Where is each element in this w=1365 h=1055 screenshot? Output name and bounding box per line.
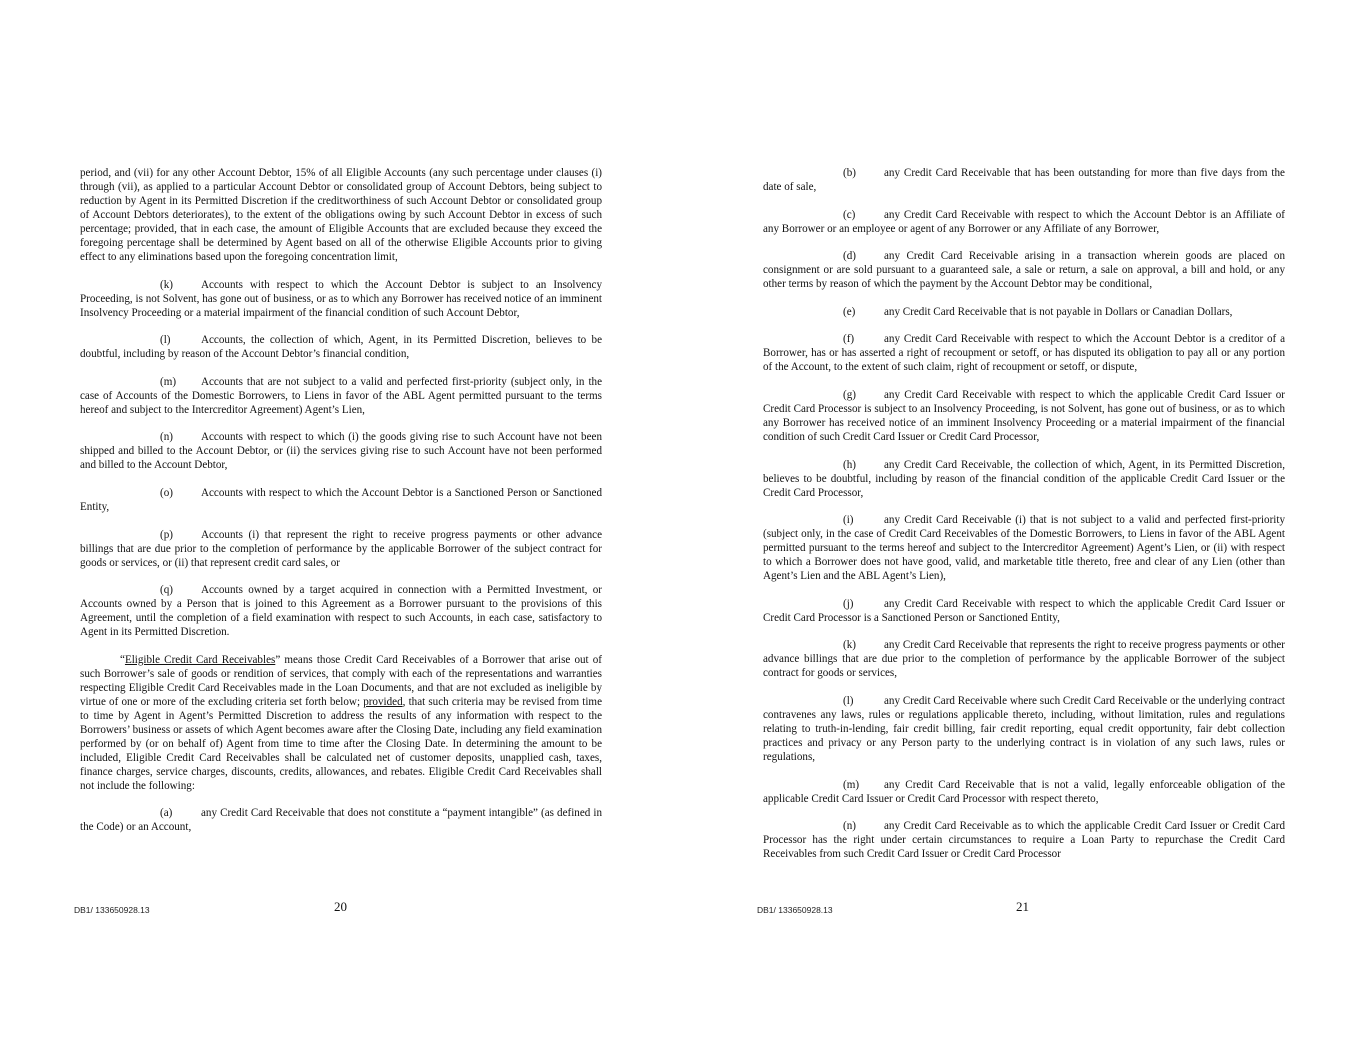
clause-label: (e) — [843, 305, 856, 318]
clause-j — [763, 597, 1285, 625]
clause-text: any Credit Card Receivable, the collection of which, Agent, in its Permitted Discretion, believes to be doubtful, including by reason of the financial condition of the applicable Credit Card Issuer or the Credit Card Processor, — [763, 458, 1285, 499]
clause-label: (i) — [843, 514, 854, 527]
clause-label: (n) — [160, 431, 173, 444]
clause-text: any Credit Card Receivable that has been outstanding for more than five days from the date of sale, — [763, 167, 1285, 193]
clause-label: (a) — [160, 807, 173, 820]
clause-m — [80, 375, 602, 417]
clause-label: (l) — [843, 694, 854, 707]
provided-term: provided — [363, 695, 403, 708]
document-id: DB1/ 133650928.13 — [757, 905, 833, 915]
clause-text: any Credit Card Receivable with respect to which the applicable Credit Card Issuer or Credit Card Processor is subject to an Insolvency Proceeding, is not Solvent, has gone out of business, or as to which any Borrower has received notice of an imminent Insolvency Proceeding or a material impairment of the financial condition of such Credit Card Issuer or Credit Card Processor, — [763, 388, 1285, 443]
clause-text: Accounts (i) that represent the right to receive progress payments or other advance billings that are due prior to the completion of performance by the applicable Borrower of the subject contract for goods or services, or (ii) that represent credit card sales, or — [80, 528, 602, 569]
page-number: 20 — [334, 899, 347, 914]
clause-label: (h) — [843, 458, 856, 471]
page-20 — [0, 0, 682, 1055]
clause-l — [80, 333, 602, 361]
clause-label: (l) — [160, 334, 171, 347]
clause-i — [763, 513, 1285, 583]
page-21-body — [763, 166, 1285, 875]
clause-l — [763, 694, 1285, 764]
clause-text: Accounts owned by a target acquired in connection with a Permitted Investment, or Accounts owned by a Person that is joined to this Agreement as a Borrower pursuant to the provisions of this Agreement, until the completion of a field examination with respect to such Accounts, in each case, satisfactory to Agent in its Permitted Discretion. — [80, 584, 602, 639]
clause-n — [763, 819, 1285, 861]
clause-p — [80, 528, 602, 570]
clause-b — [763, 166, 1285, 194]
clause-label: (k) — [160, 278, 173, 291]
clause-label: (g) — [843, 388, 856, 401]
page-20-body — [80, 166, 602, 848]
clause-e — [763, 305, 1285, 319]
clause-label: (q) — [160, 584, 173, 597]
clause-text: any Credit Card Receivable as to which the applicable Credit Card Issuer or Credit Card Processor has the right under certain circumstances to require a Loan Party to repurchase the Credit Card Receivables from such Credit Card Issuer or Credit Card Processor — [763, 820, 1285, 861]
clause-text: any Credit Card Receivable with respect to which the applicable Credit Card Issuer or Credit Card Processor is a Sanctioned Person or Sanctioned Entity, — [763, 597, 1285, 624]
page-21 — [683, 0, 1365, 1055]
clause-text: Accounts that are not subject to a valid and perfected first-priority (subject only, in the case of Accounts of the Domestic Borrowers, to Liens in favor of the ABL Agent permitted pursuant to the terms hereof and subject to the Intercreditor Agreement) Agent’s Lien, — [80, 375, 602, 416]
clause-text: any Credit Card Receivable (i) that is not subject to a valid and perfected first-priority (subject only, in the case of Credit Card Receivables of the Domestic Borrowers, to Liens in favor of the ABL Agent permitted pursuant to the terms hereof and subject to the Intercreditor Agreement) Agent’s Lien, or (ii) with respect to which a Borrower does not have good, valid, and marketable title thereto, free and clear of any Lien (other than Agent’s Lien and the ABL Agent’s Lien), — [763, 514, 1285, 583]
clause-text: Accounts, the collection of which, Agent, in its Permitted Discretion, believes to be doubtful, including by reason of the Account Debtor’s financial condition, — [80, 334, 602, 361]
clause-label: (m) — [160, 375, 177, 388]
clause-label: (p) — [160, 528, 173, 541]
clause-text: any Credit Card Receivable that is not a valid, legally enforceable obligation of the applicable Credit Card Issuer or Credit Card Processor with respect thereto, — [763, 778, 1285, 805]
clause-c — [763, 208, 1285, 236]
clause-label: (d) — [843, 250, 856, 263]
clause-g — [763, 388, 1285, 444]
clause-label: (b) — [843, 167, 856, 179]
clause-label: (n) — [843, 820, 856, 833]
clause-label: (j) — [843, 597, 854, 610]
clause-label: (k) — [843, 639, 856, 652]
clause-label: (m) — [843, 778, 860, 791]
clause-a — [80, 806, 602, 834]
clause-text: any Credit Card Receivable that represents the right to receive progress payments or other advance billings that are due prior to the completion of performance by the applicable Borrower of the subject contract for goods or services, — [763, 639, 1285, 680]
clause-text: any Credit Card Receivable where such Credit Card Receivable or the underlying contract contravenes any laws, rules or regulations applicable thereto, including, without limitation, rules and regulations relating to truth-in-lending, fair credit billing, fair credit reporting, equal credit opportunity, fair debt collection practices and privacy or any Person party to the underlying contract is in violation of any such laws, rules or regulations, — [763, 694, 1285, 763]
paragraph-continuation: period, and (vii) for any other Account Debtor, 15% of all Eligible Accounts (any such percentage under clauses (i) through (vii), as applied to a particular Account Debtor or consolidated group of Account Debtors, being subject to reduction by Agent in its Permitted Discretion if the creditworthiness of such Account Debtor or consolidated group of Account Debtors deteriorates), to the extent of the obligations owing by such Account Debtor in excess of such percentage; provided, that in each case, the amount of Eligible Accounts that are excluded because they exceed the foregoing percentage shall be determined by Agent based on all of the otherwise Eligible Accounts prior to giving effect to any eliminations based upon the foregoing concentration limit, — [80, 167, 602, 263]
clause-k — [763, 638, 1285, 680]
clause-o — [80, 486, 602, 514]
clause-m — [763, 778, 1285, 806]
clause-text: any Credit Card Receivable arising in a transaction wherein goods are placed on consignment or are sold pursuant to a guaranteed sale, a sale or return, a sale on approval, a bill and hold, or any other terms by reason of which the payment by the Account Debtor may be conditional, — [763, 250, 1285, 291]
clause-text: any Credit Card Receivable that does not constitute a “payment intangible” (as defined in the Code) or an Account, — [80, 807, 602, 834]
clause-h — [763, 458, 1285, 500]
clause-label: (c) — [843, 208, 856, 221]
clause-text: Accounts with respect to which the Account Debtor is a Sanctioned Person or Sanctioned Entity, — [80, 486, 602, 513]
clause-q — [80, 583, 602, 639]
clause-text: Accounts with respect to which (i) the goods giving rise to such Account have not been shipped and billed to the Account Debtor, or (ii) the services giving rise to such Account have not been performed and billed to the Account Debtor, — [80, 431, 602, 472]
clause-d — [763, 249, 1285, 291]
clause-k — [80, 278, 602, 320]
defined-term: Eligible Credit Card Receivables — [124, 653, 276, 666]
clause-text: any Credit Card Receivable that is not payable in Dollars or Canadian Dollars, — [884, 305, 1233, 318]
definition-eligible-credit-card-receivables: “Eligible Credit Card Receivables” means those Credit Card Receivables of a Borrower that arise out of such Borrower’s sale of goods or rendition of services, that comply with each of the representations and warranties respecting Eligible Credit Card Receivables made in the Loan Documents, and that are not excluded as ineligible by virtue of one or more of the excluding criteria set forth below; provided, that such criteria may be revised from time to time by Agent in Agent’s Permitted Discretion to address the results of any information with respect to the Borrowers’ business or assets of which Agent becomes aware after the Closing Date, including any field examination performed by (or on behalf of) Agent from time to time after the Closing Date. In determining the amount to be included, Eligible Credit Card Receivables shall be calculated net of customer deposits, unapplied cash, taxes, finance charges, service charges, discounts, credits, allowances, and rebates. Eligible Credit Card Receivables shall not include the following: — [80, 653, 602, 792]
clause-label: (o) — [160, 486, 173, 499]
clause-text: any Credit Card Receivable with respect to which the Account Debtor is a creditor of a Borrower, has or has asserted a right of recoupment or setoff, or has disputed its obligation to pay all or any portion of the Account, to the extent of such claim, right of recoupment or setoff, or dispute, — [763, 333, 1285, 374]
document-id: DB1/ 133650928.13 — [74, 905, 150, 915]
clause-text: any Credit Card Receivable with respect to which the Account Debtor is an Affiliate of any Borrower or an employee or agent of any Borrower or any Affiliate of any Borrower, — [763, 208, 1285, 235]
page-number: 21 — [1016, 899, 1029, 914]
clause-n — [80, 430, 602, 472]
clause-f — [763, 332, 1285, 374]
clause-text: Accounts with respect to which the Account Debtor is subject to an Insolvency Proceeding, is not Solvent, has gone out of business, or as to which any Borrower has received notice of an imminent Insolvency Proceeding or a material impairment of the financial condition of such Account Debtor, — [80, 278, 602, 319]
clause-label: (f) — [843, 333, 855, 346]
